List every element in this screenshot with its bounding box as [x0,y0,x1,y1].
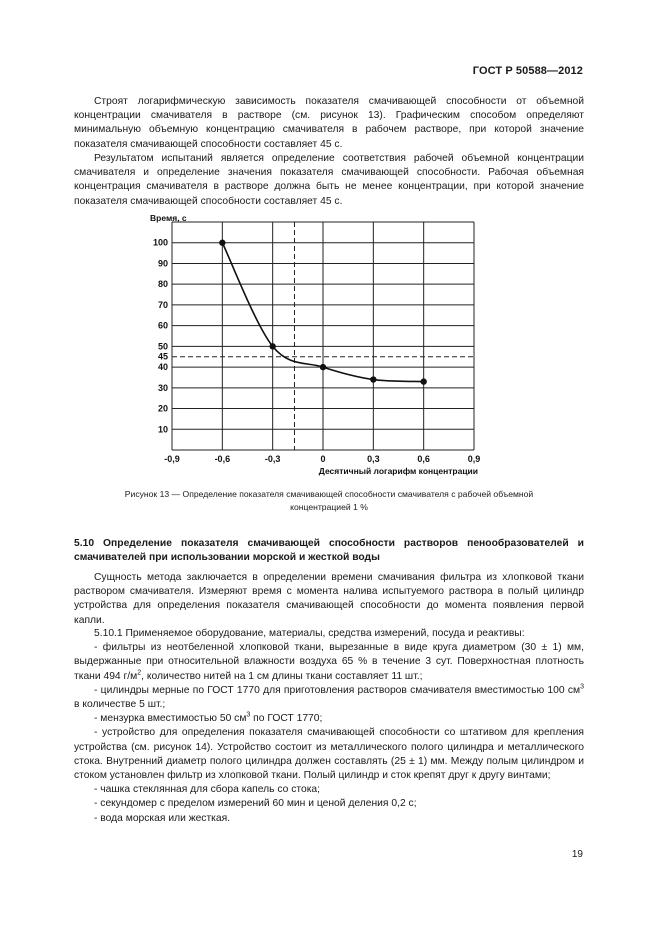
y-tick-label: 10 [157,424,168,435]
y-tick-label: 20 [157,403,168,414]
data-point [219,240,225,246]
data-point [320,364,326,370]
list-item-filters [74,641,584,684]
chart-grid [172,222,474,450]
superscript: 3 [580,683,584,691]
data-point [420,378,426,384]
figure-caption-line-1: Рисунок 13 — Определение показателя смачивающей способности смачивателя с рабочей объемной [124,489,534,499]
figure-caption-line-2: концентрацией 1 % [290,501,368,512]
y-tick-label: 90 [157,258,168,269]
list-item-text: - мензурка вместимостью 50 см [94,713,247,725]
data-point [269,343,275,349]
y-tick-label: 50 [157,341,168,352]
x-tick-label: 0,6 [417,454,430,464]
superscript: 2 [137,669,142,677]
x-tick-label: 0,3 [367,454,380,464]
x-tick-label: -0,6 [214,454,231,464]
section-heading: 5.10 Определение показателя смачивающей способности растворов пенообразователей и смачивателей при использовании морской и жесткой воды [74,538,584,564]
x-axis-label: Десятичный логарифм концентрации [318,466,478,476]
intro-paragraph-2: Результатом испытаний является определение соответствия рабочей объемной концентрации смачивателя и определение значения показателя смачивающей способности. Рабочая объемная концентрация смачивателя в растворе должна быть не менее концентрации, при которой значение показателя смачивающей способности составляет 45 с. [74,153,584,207]
section-text [74,571,584,628]
x-tick-label: -0,3 [264,454,281,464]
list-item-stopwatch: - секундомер с пределом измерений 60 мин и ценой деления 0,2 с; [94,798,417,810]
x-tick-label: 0,9 [467,454,481,464]
section-paragraph-1: Сущность метода заключается в определении времени смачивания фильтра из хлопковой ткани раствором смачивателя. Измеряют время с момента налива испытуемого раствора в полый цилиндр устройства для определения показателя смачивающей способности до момента появления первой капли. [74,572,584,626]
y-tick-label: 40 [157,362,168,373]
y-tick-label: 60 [157,320,168,331]
chart-tick-labels [153,238,480,464]
figure-13-chart [140,212,500,480]
intro-paragraph-1: Строят логарифмическую зависимость показателя смачивающей способности от объемной концентрации смачивателя в растворе (см. рисунок 13). Графическим способом определяют минимальную объемную концентрацию смачивателя в рабочем растворе, при которой значение показателя смачивающей способности составляет 45 с. [74,96,584,150]
equipment-subheading: 5.10.1 Применяемое оборудование, материалы, средства измерений, посуда и реактивы: [94,628,525,639]
figure-caption [74,488,584,513]
document-code: ГОСТ Р 50588—2012 [472,65,583,77]
list-item-text: , количество нитей на 1 см длины ткани составляет 11 шт.; [141,670,423,682]
y-tick-label: 45 [157,351,168,362]
y-axis-label: Время, с [150,213,187,223]
superscript: 3 [246,711,251,719]
list-item-beaker [74,712,584,726]
intro-text-2 [74,152,584,209]
x-tick-label: -0,9 [164,454,180,464]
y-tick-label: 30 [157,382,168,393]
list-item-text: - фильтры из неотбеленной хлопковой ткани, вырезанные в виде круга диаметром (30 ± 1) мм, выдержанные при относительной влажности воздуха 65 % в течение 3 сут. Поверхностная плотность ткани 494 г/м [74,642,584,682]
y-tick-label: 100 [152,237,168,248]
list-item-text: - цилиндры мерные по ГОСТ 1770 для приготовления растворов смачивателя вместимостью 100 см [94,684,581,696]
list-item-cylinders [74,684,584,712]
x-tick-label: 0 [320,454,326,464]
data-point [370,376,376,382]
list-item-text: по ГОСТ 1770; [250,713,323,725]
list-item-dish: - чашка стеклянная для сбора капель со стока; [94,784,321,796]
y-tick-label: 80 [157,279,168,290]
y-tick-label: 70 [157,299,168,310]
intro-text [74,95,584,152]
list-item-water: - вода морская или жесткая. [94,812,231,824]
equipment-list [74,627,584,826]
page-number: 19 [571,849,583,860]
list-item-device: - устройство для определения показателя смачивающей способности со штативом для крепления устройства (см. рисунок 14). Устройство состоит из металлического полого цилиндра и металлического стока. Внутренний диаметр полого цилиндра должен составлять (25 ± 1) мм. Между полым цилиндром и стоком установлен фильтр из хлопковой ткани. Полый цилиндр и сток крепят друг к другу винтами; [74,727,584,782]
list-item-text: в количестве 5 шт.; [74,699,166,711]
